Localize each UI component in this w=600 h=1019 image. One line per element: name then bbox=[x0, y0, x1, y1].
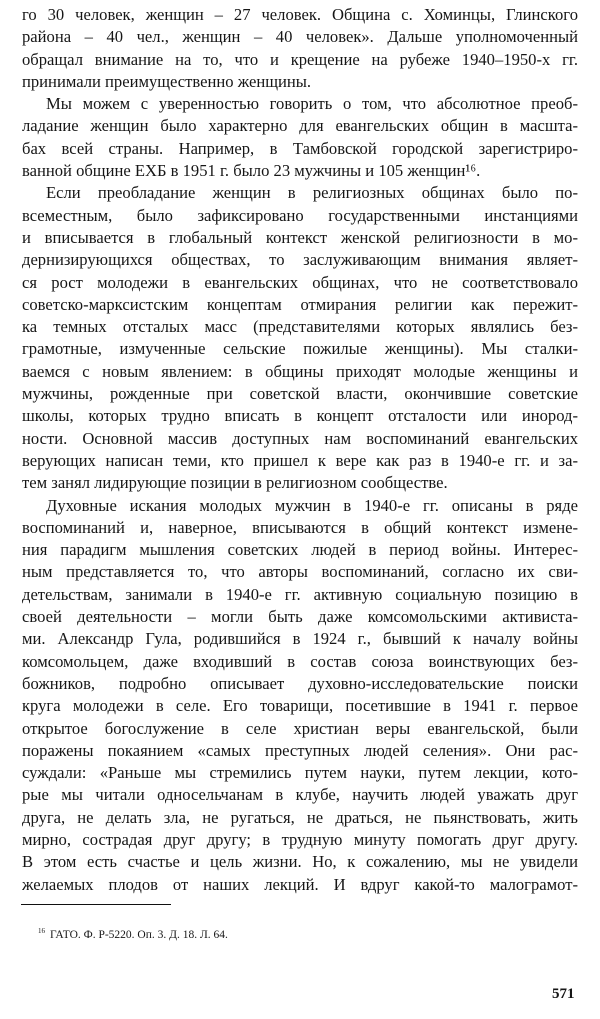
text-line: принимали преимущественно женщины. bbox=[22, 71, 312, 91]
body-text bbox=[22, 4, 578, 896]
text-line: Духовные искания молодых мужчин в 1940-е гг. описаны в ряде bbox=[46, 495, 578, 515]
footnote-text: ГАТО. Ф. Р-5220. Оп. 3. Д. 18. Л. 64. bbox=[50, 928, 228, 941]
text-line: ния парадигм мышления советских людей в период войны. Интерес- bbox=[22, 540, 578, 560]
text-line: ладание женщин было характерно для евангельских общин в масшта- bbox=[22, 116, 578, 136]
text-line: района – 40 чел., женщин – 40 человек». Дальше уполномоченный bbox=[22, 27, 578, 47]
text-line: ваемся с новым явлением: в общины приходят молодые женщины и bbox=[22, 361, 578, 381]
text-line: ным представляется то, что авторы воспоминаний, согласно их сви- bbox=[22, 562, 578, 582]
text-line: всеместным, было зафиксировано государственными инстанциями bbox=[22, 205, 578, 225]
text-line: воспоминаний и, наверное, вписываются в общий контекст измене- bbox=[22, 517, 578, 537]
text-line: верующих написан теми, кто пришел к вере как раз в 1940-е гг. и за- bbox=[22, 450, 578, 470]
text-line: желаемых плодов от наших лекций. И вдруг какой-то малограмот- bbox=[22, 874, 578, 894]
text-line: детельствам, занимали в 1940-е гг. активную социальную позицию в bbox=[22, 584, 578, 604]
text-line: Если преобладание женщин в религиозных общинах было по- bbox=[46, 183, 578, 203]
page-number: 571 bbox=[552, 986, 575, 1002]
text-line: открытое богослужение в селе христиан веры евангельской, были bbox=[22, 718, 578, 738]
text-line: суждали: «Раньше мы стремились путем науки, путем лекции, кото- bbox=[22, 763, 578, 783]
text-line: ся рост молодежи в евангельских общинах, что не соответствовало bbox=[22, 272, 578, 292]
text-line: комсомольцем, даже входивший в состав союза воинствующих без- bbox=[22, 651, 578, 671]
footnote-divider bbox=[21, 904, 171, 905]
text-line: и вписывается в глобальный контекст женской религиозности в мо- bbox=[22, 227, 578, 247]
text-line: школы, которых трудно вписать в концепт отсталости или инород- bbox=[22, 406, 578, 426]
paragraph bbox=[22, 4, 578, 93]
text-line: го 30 человек, женщин – 27 человек. Община с. Хоминцы, Глинского bbox=[22, 5, 578, 24]
text-line: Мы можем с уверенностью говорить о том, что абсолютное преоб- bbox=[46, 94, 578, 114]
paragraph bbox=[22, 182, 578, 494]
text-line: бах всей страны. Например, в Тамбовской городской зарегистриро- bbox=[22, 138, 578, 158]
text-line: обращал внимание на то, что и крещение на рубеже 1940–1950-х гг. bbox=[22, 49, 578, 69]
paragraph bbox=[22, 495, 578, 896]
text-line: божников, подробно описывает духовно-исследовательские поиски bbox=[22, 673, 578, 693]
footnote bbox=[38, 927, 228, 941]
text-line: ми. Александр Гула, родившийся в 1924 г., бывший к началу войны bbox=[22, 629, 578, 649]
text-line: своей деятельности – могли быть даже комсомольскими активиста- bbox=[22, 607, 578, 627]
text-line: ности. Основной массив доступных нам воспоминаний евангельских bbox=[22, 428, 578, 448]
text-line: мужчины, рожденные при советской власти, окончившие советские bbox=[22, 384, 578, 404]
text-line: ка темных отсталых масс (представителями которых являлись без- bbox=[22, 317, 578, 337]
text-line: дернизирующихся обществах, то заслуживающим внимания являет- bbox=[22, 250, 578, 270]
text-line: В этом есть счастье и цель жизни. Но, к сожалению, мы не увидели bbox=[22, 852, 578, 872]
text-line: советско-марксистским концептам отмирания религии как пережит- bbox=[22, 294, 578, 314]
paragraph bbox=[22, 93, 578, 182]
text-line: тем занял лидирующие позиции в религиозном сообществе. bbox=[22, 473, 448, 493]
footnote-number: 16 bbox=[38, 927, 45, 935]
text-line: ванной общине ЕХБ в 1951 г. было 23 мужчины и 105 женщин¹⁶. bbox=[22, 161, 481, 181]
text-line: грамотные, измученные сельские пожилые женщины). Мы сталки- bbox=[22, 339, 578, 359]
text-line: круга молодежи в селе. Его товарищи, посетившие в 1941 г. первое bbox=[22, 696, 578, 716]
text-line: друга, не делать зла, не ругаться, не драться, не пьянствовать, жить bbox=[22, 807, 578, 827]
text-line: поражены покаянием «самых преступных людей селения». Они рас- bbox=[22, 740, 578, 760]
text-line: рые мы читали односельчанам в клубе, научить людей уважать друг bbox=[22, 785, 578, 805]
text-line: мирно, сострадая друг другу; в трудную минуту помогать друг другу. bbox=[22, 829, 578, 849]
